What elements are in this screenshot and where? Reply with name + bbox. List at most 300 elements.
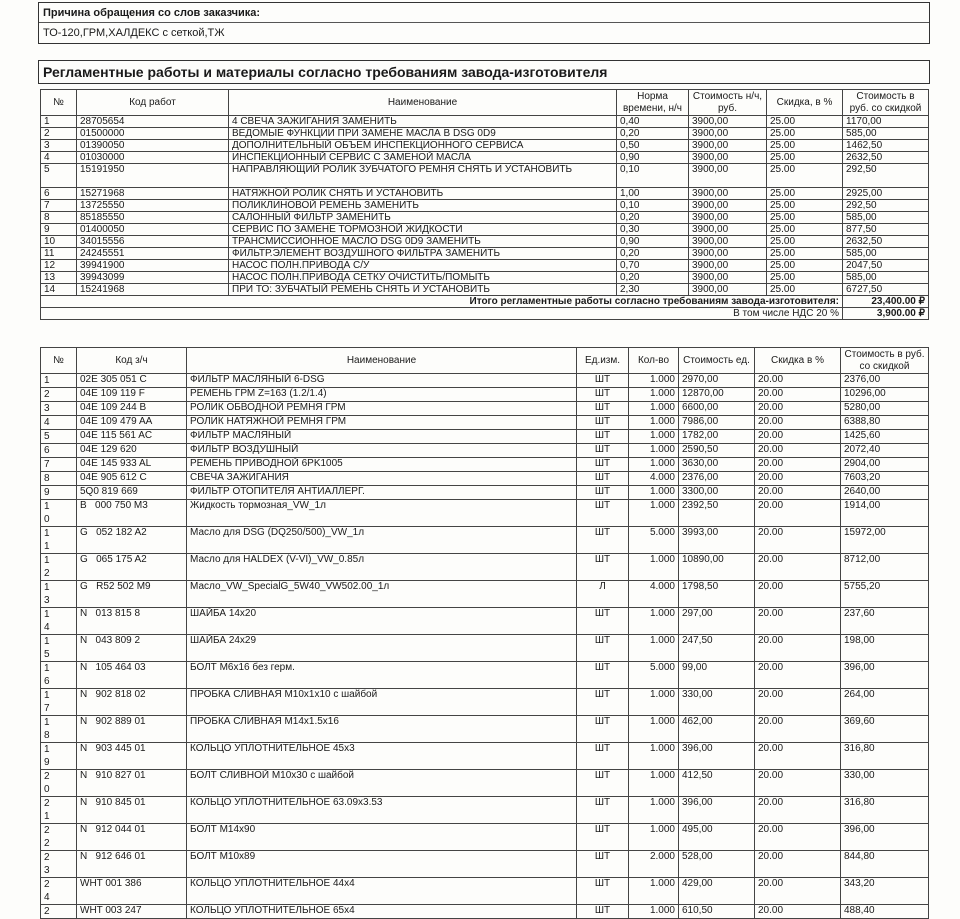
work-name: ТРАНСМИССИОННОЕ МАСЛО DSG 0D9 ЗАМЕНИТЬ — [229, 236, 617, 248]
work-name: НАСОС ПОЛН.ПРИВОДА С/У — [229, 260, 617, 272]
part-unit: ШТ — [577, 458, 629, 472]
table-row — [41, 797, 929, 824]
part-discount: 20.00 — [755, 689, 841, 716]
row-number: 1 8 — [41, 716, 77, 743]
part-total: 316,80 — [841, 797, 929, 824]
work-total: 6727,50 — [843, 284, 929, 296]
parts-header-unit: Ед.изм. — [577, 348, 629, 374]
work-norm-hours: 0,50 — [617, 140, 689, 152]
part-unit-price: 3630,00 — [679, 458, 755, 472]
work-hour-rate: 3900,00 — [689, 140, 767, 152]
part-code: 04E 905 612 C — [77, 472, 187, 486]
table-row — [41, 416, 929, 430]
part-total: 316,80 — [841, 743, 929, 770]
table-row — [41, 486, 929, 500]
part-code: G R52 502 M9 — [77, 581, 187, 608]
row-number: 1 9 — [41, 743, 77, 770]
part-total: 2904,00 — [841, 458, 929, 472]
part-unit: ШТ — [577, 374, 629, 388]
part-discount: 20.00 — [755, 554, 841, 581]
parts-header-qty: Кол-во — [629, 348, 679, 374]
row-number: 1 2 — [41, 554, 77, 581]
customer-reason-label: Причина обращения со слов заказчика: — [43, 7, 261, 19]
table-row — [41, 500, 929, 527]
table-row — [41, 188, 929, 200]
table-row — [41, 236, 929, 248]
part-total: 330,00 — [841, 770, 929, 797]
work-code: 13725550 — [77, 200, 229, 212]
part-unit-price: 247,50 — [679, 635, 755, 662]
table-row — [41, 152, 929, 164]
part-discount: 20.00 — [755, 878, 841, 905]
table-row — [41, 581, 929, 608]
table-row — [41, 743, 929, 770]
work-hour-rate: 3900,00 — [689, 200, 767, 212]
part-name: КОЛЬЦО УПЛОТНИТЕЛЬНОЕ 44x4 — [187, 878, 577, 905]
part-name: СВЕЧА ЗАЖИГАНИЯ — [187, 472, 577, 486]
part-name: Масло для HALDEX (V-VI)_VW_0.85л — [187, 554, 577, 581]
row-number: 5 — [41, 164, 77, 188]
part-quantity: 4.000 — [629, 472, 679, 486]
works-header-total: Стоимость в руб. со скидкой — [843, 90, 929, 116]
row-number: 4 — [41, 416, 77, 430]
part-quantity: 1.000 — [629, 905, 679, 919]
part-unit-price: 528,00 — [679, 851, 755, 878]
table-row — [41, 824, 929, 851]
work-discount: 25.00 — [767, 140, 843, 152]
works-header-discount: Скидка, в % — [767, 90, 843, 116]
part-quantity: 1.000 — [629, 824, 679, 851]
works-header-norm: Норма времени, н/ч — [617, 90, 689, 116]
part-unit: ШТ — [577, 716, 629, 743]
part-name: БОЛТ М6x16 без герм. — [187, 662, 577, 689]
works-header-rate: Стоимость н/ч, руб. — [689, 90, 767, 116]
work-discount: 25.00 — [767, 236, 843, 248]
table-row — [41, 527, 929, 554]
work-total: 877,50 — [843, 224, 929, 236]
work-code: 15241968 — [77, 284, 229, 296]
part-unit: ШТ — [577, 770, 629, 797]
table-row — [41, 608, 929, 635]
part-total: 1914,00 — [841, 500, 929, 527]
work-total: 2632,50 — [843, 152, 929, 164]
part-unit-price: 396,00 — [679, 797, 755, 824]
table-row — [41, 458, 929, 472]
work-code: 01030000 — [77, 152, 229, 164]
part-quantity: 1.000 — [629, 743, 679, 770]
part-discount: 20.00 — [755, 824, 841, 851]
row-number: 12 — [41, 260, 77, 272]
part-code: N 910 827 01 — [77, 770, 187, 797]
part-name: ФИЛЬТР МАСЛЯНЫЙ — [187, 430, 577, 444]
row-number: 13 — [41, 272, 77, 284]
row-number: 2 3 — [41, 851, 77, 878]
part-unit-price: 3300,00 — [679, 486, 755, 500]
row-number: 9 — [41, 486, 77, 500]
part-discount: 20.00 — [755, 608, 841, 635]
part-discount: 20.00 — [755, 635, 841, 662]
work-norm-hours: 0,40 — [617, 116, 689, 128]
part-discount: 20.00 — [755, 743, 841, 770]
work-discount: 25.00 — [767, 152, 843, 164]
work-norm-hours: 0,30 — [617, 224, 689, 236]
part-discount: 20.00 — [755, 905, 841, 919]
divider — [39, 22, 929, 23]
parts-header-discount: Скидка в % — [755, 348, 841, 374]
part-unit: ШТ — [577, 416, 629, 430]
part-quantity: 1.000 — [629, 797, 679, 824]
work-total: 2925,00 — [843, 188, 929, 200]
works-section-title: Регламентные работы и материалы согласно требованиям завода-изготовителя — [43, 64, 608, 80]
work-hour-rate: 3900,00 — [689, 188, 767, 200]
part-code: 04E 145 933 AL — [77, 458, 187, 472]
part-unit: ШТ — [577, 689, 629, 716]
part-unit: ШТ — [577, 608, 629, 635]
row-number: 6 — [41, 188, 77, 200]
part-unit: ШТ — [577, 527, 629, 554]
part-unit: ШТ — [577, 635, 629, 662]
part-code: 04E 109 119 F — [77, 388, 187, 402]
part-unit: ШТ — [577, 430, 629, 444]
part-name: ФИЛЬТР ВОЗДУШНЫЙ — [187, 444, 577, 458]
part-total: 264,00 — [841, 689, 929, 716]
work-name: ВЕДОМЫЕ ФУНКЦИИ ПРИ ЗАМЕНЕ МАСЛА В DSG 0D9 — [229, 128, 617, 140]
row-number: 2 1 — [41, 797, 77, 824]
part-total: 7603,20 — [841, 472, 929, 486]
part-unit: ШТ — [577, 402, 629, 416]
row-number: 5 — [41, 430, 77, 444]
part-name: РЕМЕНЬ ПРИВОДНОЙ 6PK1005 — [187, 458, 577, 472]
table-row — [41, 272, 929, 284]
part-unit: ШТ — [577, 388, 629, 402]
part-discount: 20.00 — [755, 716, 841, 743]
part-quantity: 1.000 — [629, 716, 679, 743]
work-name: ИНСПЕКЦИОННЫЙ СЕРВИС С ЗАМЕНОЙ МАСЛА — [229, 152, 617, 164]
part-name: КОЛЬЦО УПЛОТНИТЕЛЬНОЕ 63.09x3.53 — [187, 797, 577, 824]
part-unit-price: 2392,50 — [679, 500, 755, 527]
part-name: РОЛИК НАТЯЖНОЙ РЕМНЯ ГРМ — [187, 416, 577, 430]
part-quantity: 1.000 — [629, 500, 679, 527]
work-code: 28705654 — [77, 116, 229, 128]
part-discount: 20.00 — [755, 374, 841, 388]
row-number: 1 5 — [41, 635, 77, 662]
work-total: 585,00 — [843, 212, 929, 224]
row-number: 10 — [41, 236, 77, 248]
part-total: 2376,00 — [841, 374, 929, 388]
part-name: ФИЛЬТР ОТОПИТЕЛЯ АНТИАЛЛЕРГ. — [187, 486, 577, 500]
part-total: 8712,00 — [841, 554, 929, 581]
table-row — [41, 444, 929, 458]
work-discount: 25.00 — [767, 188, 843, 200]
work-discount: 25.00 — [767, 260, 843, 272]
part-name: Жидкость тормозная_VW_1л — [187, 500, 577, 527]
work-hour-rate: 3900,00 — [689, 152, 767, 164]
part-code: 02E 305 051 C — [77, 374, 187, 388]
part-total: 5755,20 — [841, 581, 929, 608]
table-row — [41, 851, 929, 878]
parts-header-num: № — [41, 348, 77, 374]
table-row — [41, 689, 929, 716]
row-number: 14 — [41, 284, 77, 296]
row-number: 6 — [41, 444, 77, 458]
part-name: БОЛТ СЛИВНОЙ М10x30 с шайбой — [187, 770, 577, 797]
row-number: 1 7 — [41, 689, 77, 716]
work-code: 15271968 — [77, 188, 229, 200]
part-total: 15972,00 — [841, 527, 929, 554]
works-section-header — [38, 60, 930, 84]
table-row — [41, 128, 929, 140]
work-discount: 25.00 — [767, 116, 843, 128]
part-code: G 065 175 A2 — [77, 554, 187, 581]
part-unit-price: 429,00 — [679, 878, 755, 905]
work-hour-rate: 3900,00 — [689, 164, 767, 188]
part-code: 04E 109 244 B — [77, 402, 187, 416]
part-unit: ШТ — [577, 662, 629, 689]
part-quantity: 1.000 — [629, 458, 679, 472]
table-row — [41, 472, 929, 486]
work-code: 15191950 — [77, 164, 229, 188]
row-number: 7 — [41, 458, 77, 472]
part-discount: 20.00 — [755, 500, 841, 527]
table-row — [41, 716, 929, 743]
part-code: N 043 809 2 — [77, 635, 187, 662]
work-hour-rate: 3900,00 — [689, 236, 767, 248]
work-name: ФИЛЬТР.ЭЛЕМЕНТ ВОЗДУШНОГО ФИЛЬТРА ЗАМЕНИТЬ — [229, 248, 617, 260]
table-row — [41, 905, 929, 919]
part-quantity: 1.000 — [629, 635, 679, 662]
work-total: 585,00 — [843, 248, 929, 260]
part-unit: ШТ — [577, 472, 629, 486]
part-total: 5280,00 — [841, 402, 929, 416]
part-unit-price: 99,00 — [679, 662, 755, 689]
table-row — [41, 878, 929, 905]
work-name: НАТЯЖНОЙ РОЛИК СНЯТЬ И УСТАНОВИТЬ — [229, 188, 617, 200]
table-row — [41, 284, 929, 296]
work-code: 01390050 — [77, 140, 229, 152]
part-unit-price: 412,50 — [679, 770, 755, 797]
part-code: N 912 044 01 — [77, 824, 187, 851]
work-discount: 25.00 — [767, 224, 843, 236]
row-number: 1 3 — [41, 581, 77, 608]
part-code: N 902 889 01 — [77, 716, 187, 743]
table-row — [41, 388, 929, 402]
part-total: 198,00 — [841, 635, 929, 662]
part-name: ФИЛЬТР МАСЛЯНЫЙ 6-DSG — [187, 374, 577, 388]
work-norm-hours: 0,10 — [617, 164, 689, 188]
part-name: ШАЙБА 24x29 — [187, 635, 577, 662]
table-row — [41, 224, 929, 236]
work-name: САЛОННЫЙ ФИЛЬТР ЗАМЕНИТЬ — [229, 212, 617, 224]
part-quantity: 1.000 — [629, 388, 679, 402]
part-quantity: 4.000 — [629, 581, 679, 608]
part-unit-price: 2590,50 — [679, 444, 755, 458]
part-code: N 902 818 02 — [77, 689, 187, 716]
works-header-num: № — [41, 90, 77, 116]
part-unit: ШТ — [577, 878, 629, 905]
part-discount: 20.00 — [755, 770, 841, 797]
part-quantity: 1.000 — [629, 430, 679, 444]
part-unit-price: 297,00 — [679, 608, 755, 635]
part-unit: ШТ — [577, 486, 629, 500]
part-discount: 20.00 — [755, 851, 841, 878]
part-unit-price: 1782,00 — [679, 430, 755, 444]
work-discount: 25.00 — [767, 200, 843, 212]
work-name: НАПРАВЛЯЮЩИЙ РОЛИК ЗУБЧАТОГО РЕМНЯ СНЯТЬ И УСТАНОВИТЬ — [229, 164, 617, 188]
work-discount: 25.00 — [767, 212, 843, 224]
part-unit-price: 10890,00 — [679, 554, 755, 581]
part-total: 1425,60 — [841, 430, 929, 444]
part-discount: 20.00 — [755, 444, 841, 458]
work-total: 2632,50 — [843, 236, 929, 248]
part-code: WHT 003 247 — [77, 905, 187, 919]
part-code: N 912 646 01 — [77, 851, 187, 878]
table-row — [41, 248, 929, 260]
part-quantity: 1.000 — [629, 770, 679, 797]
row-number: 2 2 — [41, 824, 77, 851]
work-code: 39941900 — [77, 260, 229, 272]
row-number: 3 — [41, 402, 77, 416]
part-name: ПРОБКА СЛИВНАЯ М14x1.5x16 — [187, 716, 577, 743]
part-discount: 20.00 — [755, 402, 841, 416]
work-discount: 25.00 — [767, 272, 843, 284]
part-discount: 20.00 — [755, 388, 841, 402]
part-name: БОЛТ М10x89 — [187, 851, 577, 878]
part-unit-price: 3993,00 — [679, 527, 755, 554]
row-number: 1 — [41, 116, 77, 128]
work-norm-hours: 0,90 — [617, 152, 689, 164]
table-row — [41, 554, 929, 581]
row-number: 1 6 — [41, 662, 77, 689]
part-name: Масло для DSG (DQ250/500)_VW_1л — [187, 527, 577, 554]
part-discount: 20.00 — [755, 458, 841, 472]
work-hour-rate: 3900,00 — [689, 116, 767, 128]
row-number: 7 — [41, 200, 77, 212]
row-number: 1 4 — [41, 608, 77, 635]
part-total: 396,00 — [841, 824, 929, 851]
part-total: 10296,00 — [841, 388, 929, 402]
row-number: 2 — [41, 128, 77, 140]
part-code: B 000 750 M3 — [77, 500, 187, 527]
table-row — [41, 662, 929, 689]
part-unit-price: 330,00 — [679, 689, 755, 716]
part-discount: 20.00 — [755, 472, 841, 486]
part-code: N 013 815 8 — [77, 608, 187, 635]
part-total: 369,60 — [841, 716, 929, 743]
work-name: ПРИ ТО: ЗУБЧАТЫЙ РЕМЕНЬ СНЯТЬ И УСТАНОВИТЬ — [229, 284, 617, 296]
work-hour-rate: 3900,00 — [689, 212, 767, 224]
work-code: 39943099 — [77, 272, 229, 284]
part-unit-price: 1798,50 — [679, 581, 755, 608]
customer-reason-box — [38, 2, 930, 44]
part-total: 844,80 — [841, 851, 929, 878]
part-name: РОЛИК ОБВОДНОЙ РЕМНЯ ГРМ — [187, 402, 577, 416]
part-name: БОЛТ М14x90 — [187, 824, 577, 851]
part-name: ШАЙБА 14x20 — [187, 608, 577, 635]
part-code: N 910 845 01 — [77, 797, 187, 824]
work-discount: 25.00 — [767, 164, 843, 188]
table-row — [41, 164, 929, 188]
part-name: КОЛЬЦО УПЛОТНИТЕЛЬНОЕ 65x4 — [187, 905, 577, 919]
parts-header-price: Стоимость ед. — [679, 348, 755, 374]
part-discount: 20.00 — [755, 430, 841, 444]
work-hour-rate: 3900,00 — [689, 260, 767, 272]
works-total-value: 23,400.00 ₽ — [843, 296, 929, 308]
work-discount: 25.00 — [767, 284, 843, 296]
part-discount: 20.00 — [755, 662, 841, 689]
part-quantity: 1.000 — [629, 554, 679, 581]
part-discount: 20.00 — [755, 581, 841, 608]
part-unit-price: 610,50 — [679, 905, 755, 919]
part-unit: ШТ — [577, 851, 629, 878]
work-norm-hours: 0,70 — [617, 260, 689, 272]
part-unit-price: 2970,00 — [679, 374, 755, 388]
part-unit-price: 462,00 — [679, 716, 755, 743]
work-code: 24245551 — [77, 248, 229, 260]
work-hour-rate: 3900,00 — [689, 248, 767, 260]
work-total: 2047,50 — [843, 260, 929, 272]
parts-header-total: Стоимость в руб. со скидкой — [841, 348, 929, 374]
part-code: 04E 129 620 — [77, 444, 187, 458]
table-row — [41, 140, 929, 152]
part-discount: 20.00 — [755, 527, 841, 554]
table-row — [41, 260, 929, 272]
part-quantity: 1.000 — [629, 486, 679, 500]
work-name: ПОЛИКЛИНОВОЙ РЕМЕНЬ ЗАМЕНИТЬ — [229, 200, 617, 212]
part-unit: ШТ — [577, 743, 629, 770]
row-number: 1 1 — [41, 527, 77, 554]
work-discount: 25.00 — [767, 128, 843, 140]
work-total: 292,50 — [843, 200, 929, 212]
part-name: РЕМЕНЬ ГРМ Z=163 (1.2/1.4) — [187, 388, 577, 402]
part-total: 488,40 — [841, 905, 929, 919]
works-vat-value: 3,900.00 ₽ — [843, 308, 929, 320]
part-unit: ШТ — [577, 824, 629, 851]
table-row — [41, 200, 929, 212]
part-unit: ШТ — [577, 554, 629, 581]
part-discount: 20.00 — [755, 486, 841, 500]
work-total: 585,00 — [843, 272, 929, 284]
table-row — [41, 402, 929, 416]
part-quantity: 1.000 — [629, 689, 679, 716]
part-unit-price: 12870,00 — [679, 388, 755, 402]
work-code: 34015556 — [77, 236, 229, 248]
part-total: 2072,40 — [841, 444, 929, 458]
works-vat-label: В том числе НДС 20 % — [41, 308, 843, 320]
part-total: 343,20 — [841, 878, 929, 905]
part-quantity: 1.000 — [629, 416, 679, 430]
part-name: ПРОБКА СЛИВНАЯ М10x1x10 с шайбой — [187, 689, 577, 716]
work-norm-hours: 0,10 — [617, 200, 689, 212]
part-total: 2640,00 — [841, 486, 929, 500]
parts-header-code: Код з/ч — [77, 348, 187, 374]
work-name: СЕРВИС ПО ЗАМЕНЕ ТОРМОЗНОЙ ЖИДКОСТИ — [229, 224, 617, 236]
part-quantity: 5.000 — [629, 662, 679, 689]
part-quantity: 5.000 — [629, 527, 679, 554]
part-discount: 20.00 — [755, 797, 841, 824]
part-total: 237,60 — [841, 608, 929, 635]
part-code: G 052 182 A2 — [77, 527, 187, 554]
row-number: 8 — [41, 212, 77, 224]
table-row — [41, 212, 929, 224]
works-table — [40, 89, 929, 320]
part-total: 6388,80 — [841, 416, 929, 430]
work-norm-hours: 0,20 — [617, 212, 689, 224]
part-code: 04E 109 479 AA — [77, 416, 187, 430]
row-number: 1 — [41, 374, 77, 388]
row-number: 3 — [41, 140, 77, 152]
table-row — [41, 116, 929, 128]
row-number: 8 — [41, 472, 77, 486]
